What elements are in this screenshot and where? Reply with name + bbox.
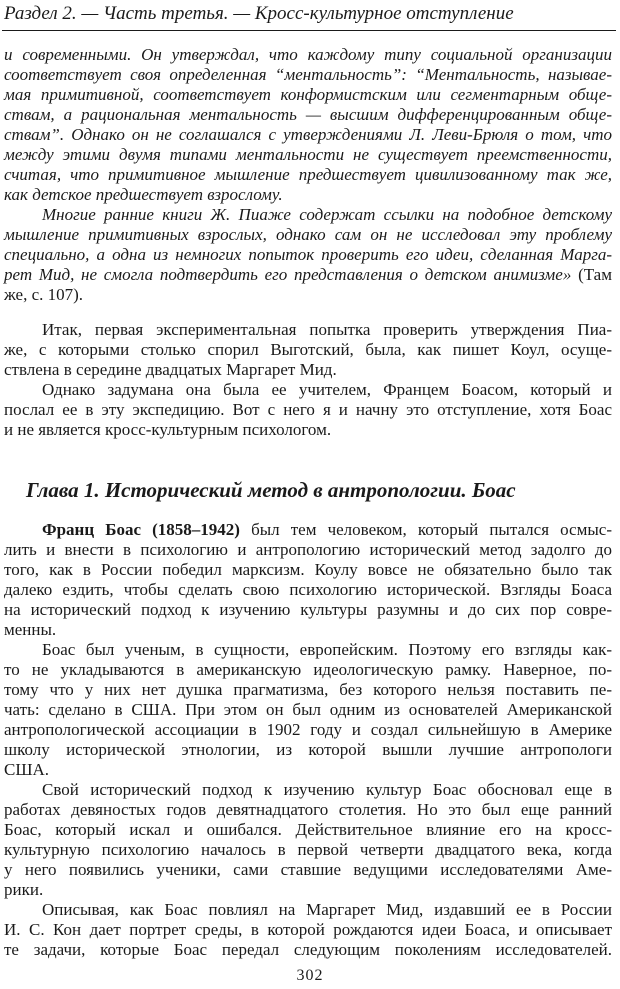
quote-line: соответствует своя определенная “ментальность”: “Ментальность, называе- <box>4 65 612 84</box>
body-line: тому что у них нет душка прагматизма, без которого нельзя поставить пе- <box>4 680 612 699</box>
body-line: Свой исторический подход к изучению культур Боас обосновал еще в <box>42 780 612 799</box>
quote-citation: (Там <box>571 265 612 284</box>
intro-line: и не является кросс-культурным психологом. <box>4 420 332 439</box>
body-line: работах девяностых годов девятнадцатого столетия. Но это был еще ранний <box>4 800 612 819</box>
body-line: И. С. Кон дает портрет среды, в которой рождаются идеи Боаса, и описывает <box>4 920 612 939</box>
body-line: Боас, который искал и ошибался. Действительное влияние его на кросс- <box>4 820 612 839</box>
body-line: рики. <box>4 880 44 899</box>
quote-line: Многие ранние книги Ж. Пиаже содержат ссылки на подобное детскому <box>42 205 612 224</box>
body-line: Боас был ученым, в сущности, европейским. Поэтому его взгляды как- <box>42 640 612 659</box>
quote-line: ствам, а рациональная ментальность — высшим дифференцированным обще- <box>4 105 612 124</box>
intro-line: Итак, первая экспериментальная попытка проверить утверждения Пиа- <box>42 320 612 339</box>
body-line: чать: сделано в США. При этом он был одним из основателей Американской <box>4 700 612 719</box>
body-line: лить и внести в психологию и антропологию исторический метод задолго до <box>4 540 612 559</box>
quote-line: считая, что примитивное мышление предшествует цивилизованному так же, <box>4 165 612 184</box>
running-head: Раздел 2. — Часть третья. — Кросс-культурное отступление <box>4 3 514 24</box>
lead-name: Франц Боас (1858–1942) <box>42 520 240 539</box>
page-number: 302 <box>296 967 324 984</box>
quote-line: ствам”. Однако он не соглашался с утверждениями Л. Леви-Брюля о том, что <box>4 125 612 144</box>
body-line: того, как в России победил марксизм. Коулу вовсе не обязательно было так <box>4 560 612 579</box>
quote-citation-end: же, с. 107). <box>4 285 84 304</box>
body-line: школу исторической этнологии, из которой вышли лучшие антропологи <box>4 740 612 759</box>
quote-line: и современными. Он утверждал, что каждому типу социальной организации <box>4 45 612 64</box>
body-line: те задачи, которые Боас передал следующим поколениям исследователей. <box>4 940 612 959</box>
quote-line: между этими двумя типами ментальности не существует преемственности, <box>4 145 612 164</box>
chapter-title: Глава 1. Исторический метод в антропологии. Боас <box>26 478 516 502</box>
intro-line: Однако задумана она была ее учителем, Францем Боасом, который и <box>42 380 612 399</box>
quote-line: рет Мид, не смогла подтвердить его представления о детском анимизме» <box>4 265 572 284</box>
body-line: США. <box>4 760 50 779</box>
intro-line: послал ее в эту экспедицию. Вот с него я и начну это отступление, хотя Боас <box>4 400 612 419</box>
body-line: Описывая, как Боас повлиял на Маргарет Мид, издавший ее в России <box>42 900 612 919</box>
quote-line: мышление примитивных взрослых, однако сам он не исследовал эту проблему <box>4 225 612 244</box>
body-first-line <box>42 520 612 540</box>
quote-line: специально, а одна из немногих попыток проверить его идеи, сделанная Марга- <box>4 245 612 264</box>
intro-line: ствлена в середине двадцатых Маргарет Мид. <box>4 360 337 379</box>
header-rule <box>2 30 616 31</box>
body-line-rest: был тем человеком, который пытался осмыс- <box>239 520 612 539</box>
intro-line: же, с которыми столько спорил Выготский, была, как пишет Коул, осуще- <box>4 340 612 359</box>
quote-line: как детское предшествует взрослому. <box>4 185 283 204</box>
body-line: то не укладываются в американскую идеологическую рамку. Наверное, по- <box>4 660 612 679</box>
body-line: у него появились ученики, сами ставшие ведущими исследователями Аме- <box>4 860 612 879</box>
body-line: на исторический подход к изучению культуры разумны и до сих пор совре- <box>4 600 612 619</box>
body-line: антропологической ассоциации в 1902 году и создал сильнейшую в Америке <box>4 720 612 739</box>
quote-line: мая примитивной, соответствует конформистским или сегментарным обще- <box>4 85 612 104</box>
body-line: культурную психологию началось в первой четверти двадцатого века, когда <box>4 840 612 859</box>
body-line: далеко ездить, чтобы сделать свою психологию исторической. Взгляды Боаса <box>4 580 612 599</box>
quote-line-with-citation <box>4 265 612 285</box>
body-line: менны. <box>4 620 57 639</box>
